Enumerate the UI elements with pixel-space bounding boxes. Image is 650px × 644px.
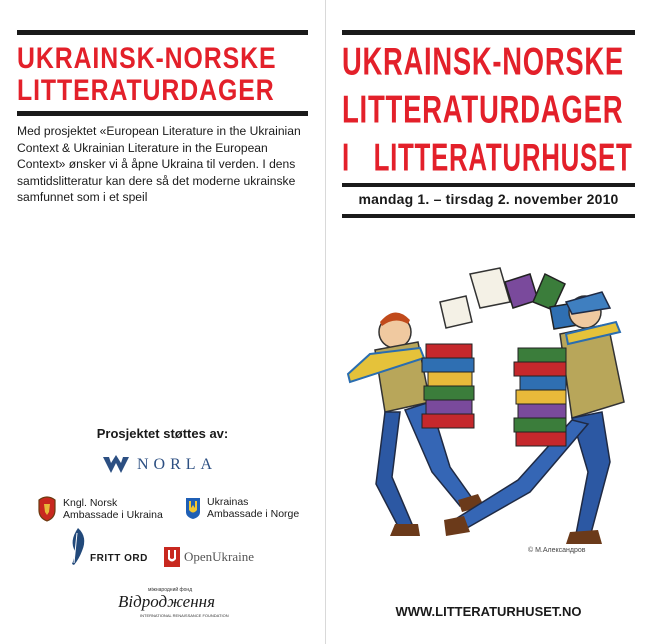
- open-ukraine-icon: [164, 547, 180, 567]
- intro-text: Med prosjektet «European Literature in the Ukrainian Context & Ukrainian Literature in the European Context» ønsker vi å åpne Ukraina til verden. I dens samtidslitteratur kan dere så det moderne ukrainske samfunnet som i et speil: [17, 124, 301, 204]
- dates-bottom-rule: [342, 214, 635, 218]
- illustration-credit: © М.Александров: [528, 547, 586, 554]
- norla-icon: [103, 455, 129, 475]
- norway-coat-of-arms-icon: [37, 496, 57, 522]
- renaissance-foundation-logo: [112, 587, 232, 621]
- open-ukraine-label: OpenUkraine: [184, 549, 255, 564]
- top-rule: [17, 30, 308, 35]
- ukraine-embassy-line1: Ukrainas: [207, 496, 249, 508]
- website-url: WWW.LITTERATURHUSET.NO: [395, 604, 582, 619]
- left-title-line1: UKRAINSK-NORSKE: [17, 42, 277, 75]
- left-book-stack: [422, 344, 474, 428]
- right-title-line2: LITTERATURDAGER: [342, 88, 624, 132]
- open-ukraine-logo: [164, 547, 254, 567]
- dates-top-rule: [342, 183, 635, 187]
- right-title-line1: UKRAINSK-NORSKE: [342, 40, 624, 84]
- ukraine-embassy-logo: [185, 496, 299, 520]
- norway-embassy-logo: [37, 496, 163, 522]
- norway-embassy-line1: Kngl. Norsk: [63, 497, 118, 509]
- norway-embassy-line2: Ambassade i Ukraina: [63, 509, 163, 521]
- title-underline: [17, 111, 308, 116]
- fritt-ord-logo: [66, 527, 148, 567]
- event-dates: mandag 1. – tirsdag 2. november 2010: [358, 191, 619, 207]
- fritt-ord-feather-icon: [66, 527, 88, 567]
- renaissance-subtitle: INTERNATIONAL RENAISSANCE FOUNDATION: [140, 613, 229, 618]
- left-title-line2: LITTERATURDAGER: [17, 74, 275, 107]
- support-heading: Prosjektet støttes av:: [96, 426, 229, 441]
- fritt-ord-label: FRITT ORD: [90, 553, 148, 564]
- ukraine-trident-icon: [185, 496, 201, 520]
- renaissance-label: Відродження: [118, 592, 215, 611]
- right-top-rule: [342, 30, 635, 35]
- ukraine-embassy-line2: Ambassade i Norge: [207, 508, 300, 520]
- renaissance-top-text: міжнародний фонд: [148, 587, 193, 593]
- norla-label: NORLA: [137, 456, 218, 473]
- right-title-line3: I LITTERATURHUSET: [342, 136, 633, 180]
- flying-books: [440, 268, 584, 329]
- norla-logo: [103, 455, 217, 475]
- illustration-men-carrying-books: [340, 262, 640, 562]
- right-book-stack: [514, 348, 566, 446]
